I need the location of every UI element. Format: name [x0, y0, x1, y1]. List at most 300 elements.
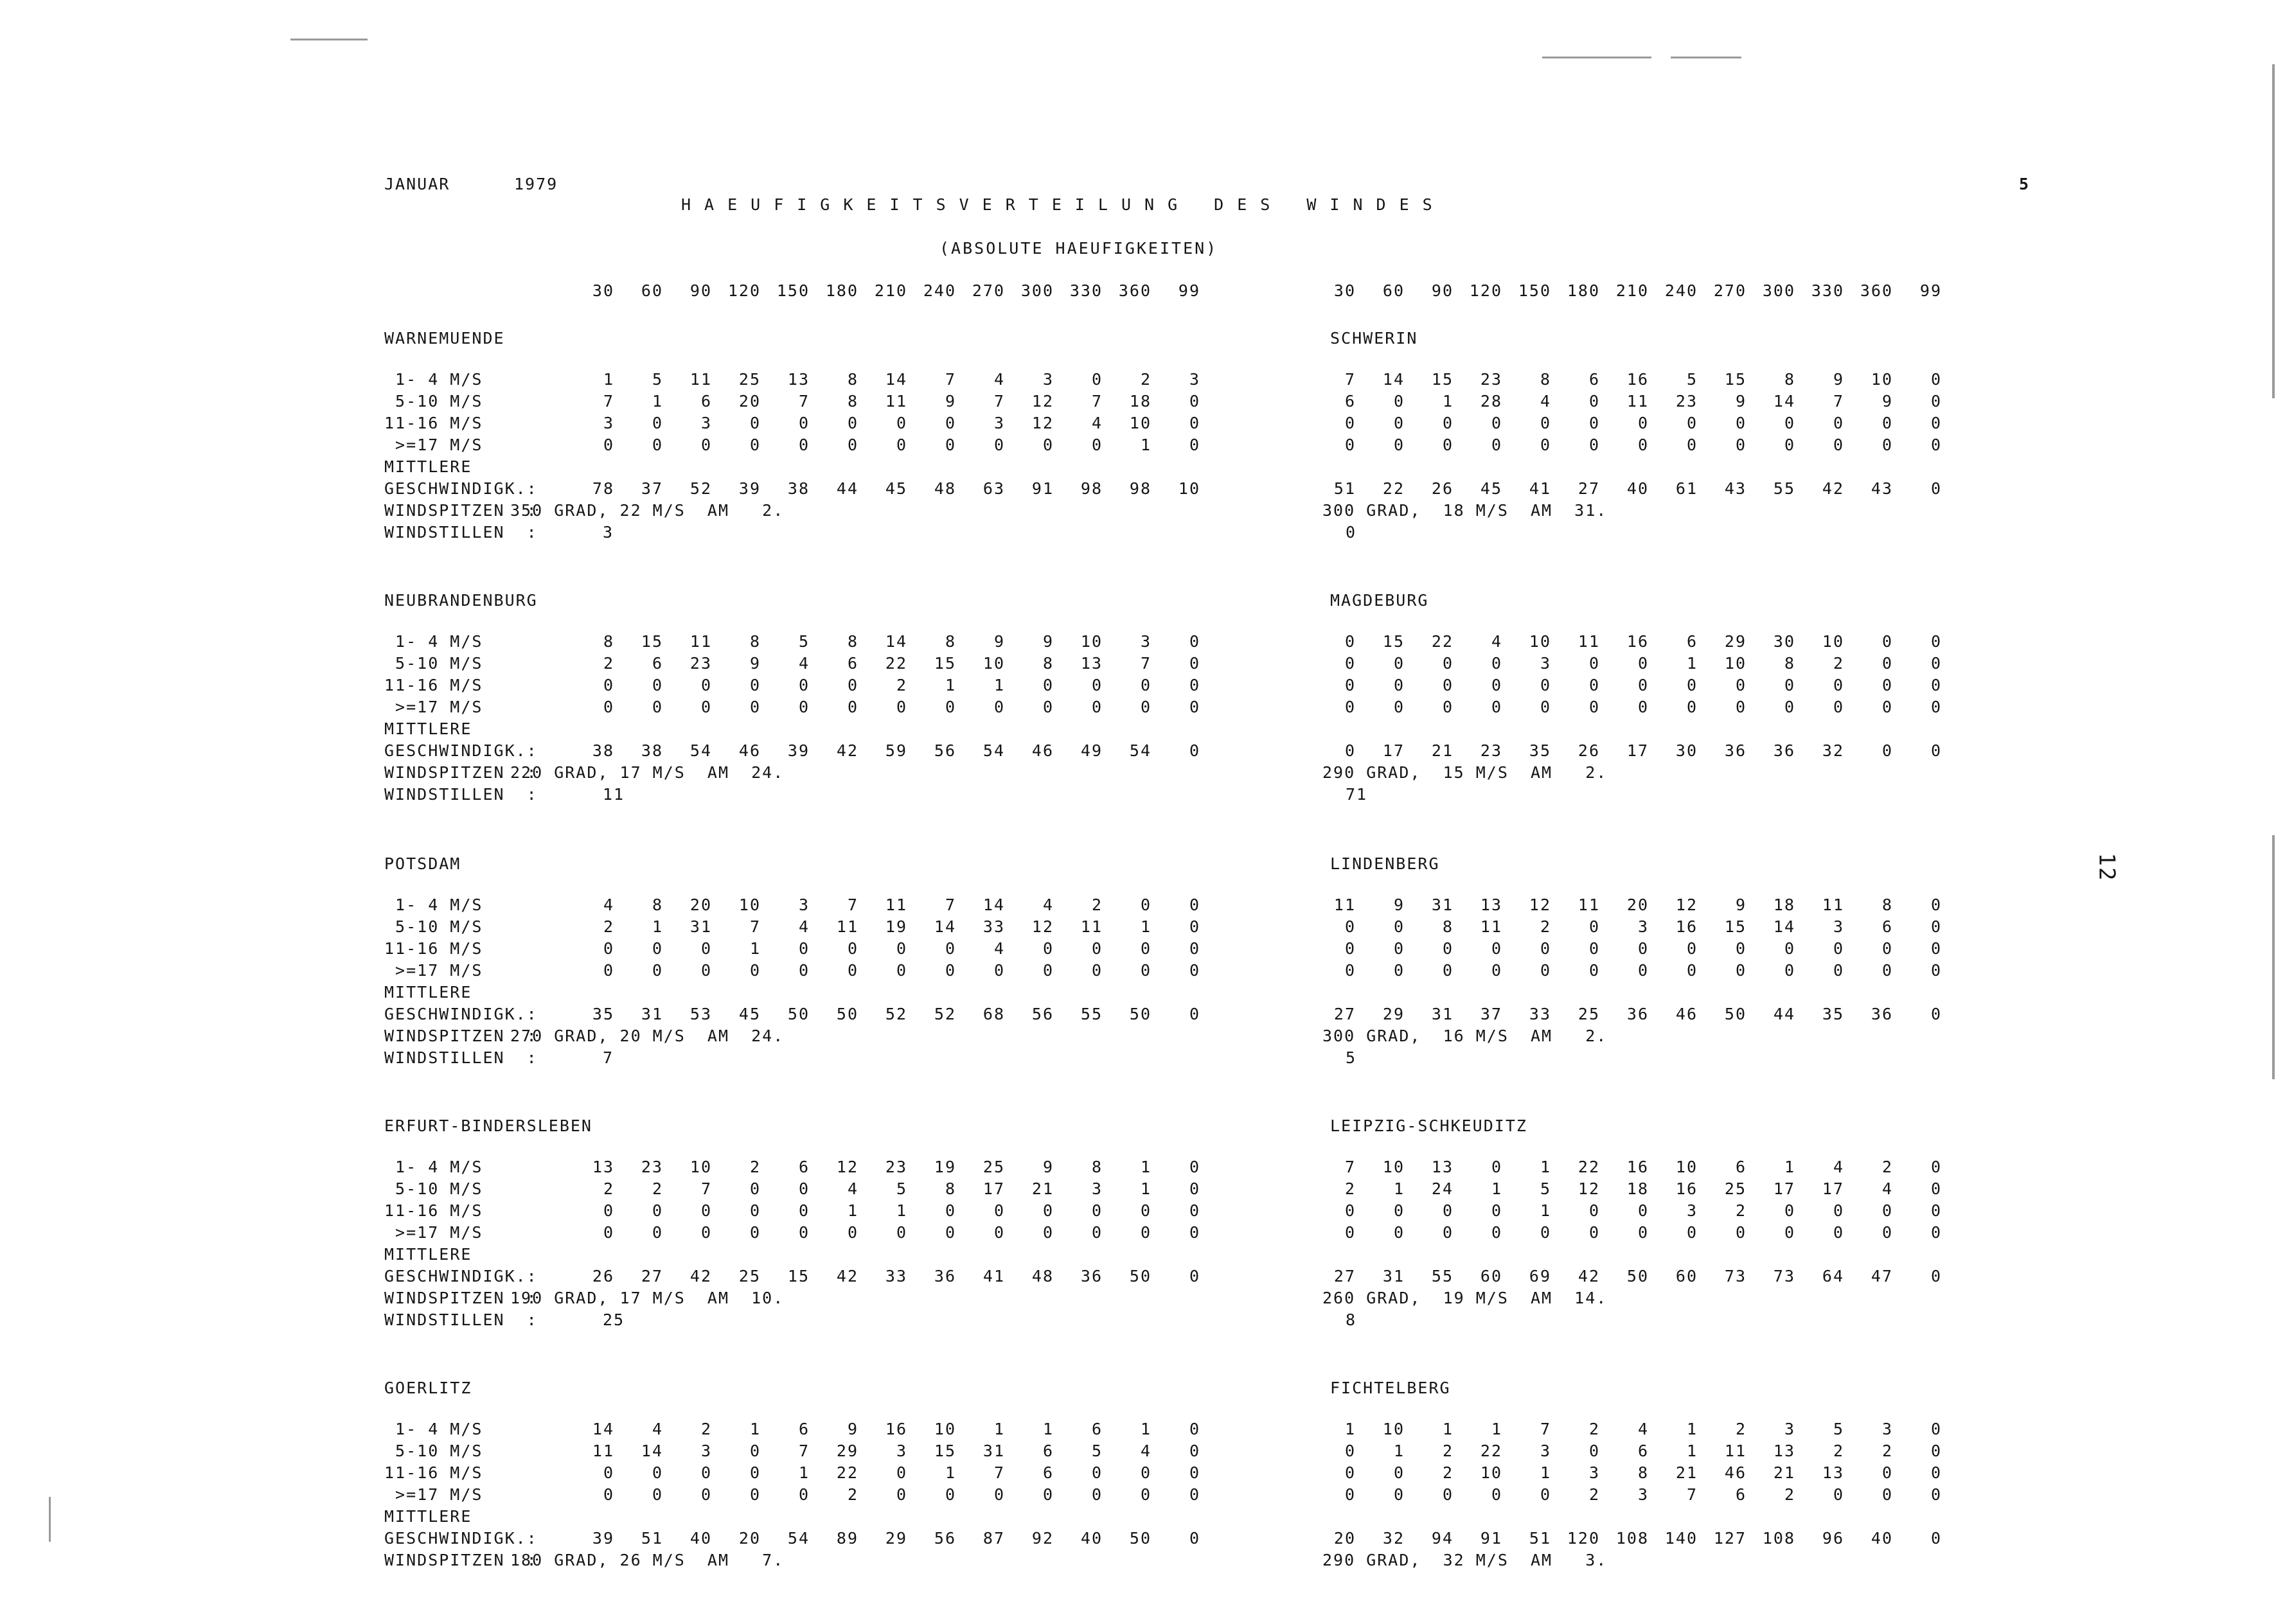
mean-speed-cell: 50: [1129, 1267, 1151, 1285]
frequency-cell: 0: [1588, 917, 1600, 936]
frequency-cell: 0: [603, 1223, 614, 1242]
mean-speed-cell: 92: [1031, 1529, 1054, 1548]
frequency-cell: 7: [1540, 1420, 1551, 1438]
mean-speed-cell: 56: [934, 741, 956, 760]
frequency-cell: 13: [1080, 654, 1103, 673]
frequency-cell: 0: [1189, 896, 1200, 914]
frequency-cell: 2: [1784, 1485, 1795, 1504]
mean-speed-cell: 68: [982, 1005, 1005, 1023]
frequency-cell: 15: [1724, 370, 1747, 389]
frequency-cell: 4: [603, 896, 614, 914]
mean-speed-cell: 43: [1724, 479, 1747, 498]
frequency-cell: 0: [603, 676, 614, 694]
mean-speed-cell: 127: [1713, 1529, 1747, 1548]
frequency-cell: 0: [1091, 939, 1103, 958]
frequency-cell: 7: [945, 370, 956, 389]
frequency-cell: 0: [993, 1223, 1005, 1242]
mean-speed-cell: 52: [885, 1005, 907, 1023]
frequency-cell: 0: [1091, 1201, 1103, 1220]
frequency-cell: 0: [1042, 961, 1054, 980]
frequency-cell: 0: [945, 414, 956, 432]
peak-wind-text: 300 GRAD, 16 M/S AM 2.: [1322, 1027, 1608, 1045]
frequency-row: [565, 939, 1200, 958]
mean-speed-row: [1307, 1267, 1942, 1285]
mean-speed-cell: 108: [1762, 1529, 1795, 1548]
frequency-cell: 2: [1735, 1201, 1747, 1220]
row-label: 5-10 M/S: [384, 392, 483, 410]
mean-speed-cell: 25: [738, 1267, 761, 1285]
frequency-cell: 0: [1540, 939, 1551, 958]
frequency-cell: 0: [798, 1223, 810, 1242]
frequency-cell: 0: [1588, 939, 1600, 958]
frequency-cell: 0: [1042, 436, 1054, 454]
frequency-cell: 18: [1773, 896, 1795, 914]
frequency-cell: 0: [1930, 939, 1942, 958]
mean-speed-cell: 39: [592, 1529, 614, 1548]
frequency-cell: 3: [1784, 1420, 1795, 1438]
station-block: [384, 1116, 1284, 1328]
direction-270: 270: [972, 281, 1005, 300]
frequency-cell: 0: [1344, 436, 1356, 454]
frequency-row: [565, 961, 1200, 980]
mean-speed-cell: 51: [1529, 1529, 1551, 1548]
frequency-cell: 0: [603, 1485, 614, 1504]
mean-speed-cell: 36: [1871, 1005, 1893, 1023]
row-label: 1- 4 M/S: [384, 1158, 483, 1176]
direction-90: 90: [1431, 281, 1454, 300]
frequency-cell: 0: [652, 1485, 663, 1504]
frequency-cell: 0: [1686, 939, 1698, 958]
mean-speed-cell: 10: [1178, 479, 1200, 498]
frequency-cell: 0: [1491, 1158, 1502, 1176]
frequency-cell: 17: [1822, 1179, 1844, 1198]
frequency-cell: 0: [603, 961, 614, 980]
frequency-cell: 14: [1382, 370, 1405, 389]
mean-speed-cell: 39: [787, 741, 810, 760]
report-subtitle: (ABSOLUTE HAEUFIGKEITEN): [939, 239, 1218, 258]
frequency-cell: 0: [896, 698, 907, 716]
frequency-cell: 4: [798, 654, 810, 673]
frequency-cell: 9: [1833, 370, 1844, 389]
frequency-cell: 0: [1930, 1442, 1942, 1460]
frequency-cell: 1: [1140, 1179, 1151, 1198]
frequency-cell: 0: [1140, 1463, 1151, 1482]
frequency-cell: 0: [1491, 1201, 1502, 1220]
frequency-cell: 0: [1588, 676, 1600, 694]
frequency-cell: 16: [1626, 370, 1649, 389]
frequency-cell: 0: [1189, 961, 1200, 980]
frequency-cell: 12: [1529, 896, 1551, 914]
frequency-cell: 7: [700, 1179, 712, 1198]
mean-speed-cell: 61: [1675, 479, 1698, 498]
frequency-cell: 5: [1540, 1179, 1551, 1198]
mean-speed-row: [1307, 1005, 1942, 1023]
frequency-cell: 23: [641, 1158, 663, 1176]
frequency-cell: 13: [1773, 1442, 1795, 1460]
frequency-cell: 3: [700, 1442, 712, 1460]
frequency-row: [565, 698, 1200, 716]
peak-wind-text: 300 GRAD, 18 M/S AM 31.: [1322, 501, 1608, 520]
frequency-cell: 8: [847, 370, 858, 389]
mean-speed-cell: 22: [1382, 479, 1405, 498]
frequency-row: [565, 917, 1200, 936]
frequency-cell: 0: [1091, 436, 1103, 454]
station-name: WARNEMUENDE: [384, 329, 505, 348]
row-label: 5-10 M/S: [384, 654, 483, 673]
frequency-cell: 30: [1773, 632, 1795, 651]
frequency-cell: 1: [1491, 1420, 1502, 1438]
frequency-cell: 3: [700, 414, 712, 432]
frequency-cell: 0: [1091, 961, 1103, 980]
frequency-cell: 2: [896, 676, 907, 694]
frequency-cell: 13: [1431, 1158, 1454, 1176]
side-margin-number: 12: [2094, 852, 2120, 882]
frequency-cell: 14: [592, 1420, 614, 1438]
frequency-cell: 0: [1637, 698, 1649, 716]
mean-speed-cell: 47: [1871, 1267, 1893, 1285]
row-label-geschw: GESCHWINDIGK.:: [384, 1267, 538, 1285]
frequency-cell: 0: [945, 436, 956, 454]
frequency-cell: 6: [1042, 1463, 1054, 1482]
frequency-cell: 0: [1637, 414, 1649, 432]
frequency-cell: 2: [1881, 1158, 1893, 1176]
frequency-cell: 0: [1393, 414, 1405, 432]
mean-speed-cell: 52: [689, 479, 712, 498]
frequency-cell: 2: [1735, 1420, 1747, 1438]
frequency-cell: 0: [603, 1201, 614, 1220]
frequency-cell: 0: [1881, 1223, 1893, 1242]
frequency-cell: 0: [1344, 1201, 1356, 1220]
frequency-cell: 0: [1042, 939, 1054, 958]
frequency-cell: 0: [1833, 1485, 1844, 1504]
frequency-cell: 1: [1344, 1420, 1356, 1438]
frequency-cell: 2: [652, 1179, 663, 1198]
frequency-cell: 1: [1491, 1179, 1502, 1198]
mean-speed-cell: 26: [592, 1267, 614, 1285]
frequency-row: [565, 896, 1200, 914]
calm-count: 5: [1346, 1048, 1357, 1067]
row-label: 1- 4 M/S: [384, 896, 483, 914]
frequency-cell: 0: [993, 698, 1005, 716]
direction-120: 120: [727, 281, 761, 300]
row-label-geschw: GESCHWINDIGK.:: [384, 1529, 538, 1548]
direction-240: 240: [1664, 281, 1698, 300]
frequency-cell: 12: [1031, 917, 1054, 936]
frequency-cell: 3: [993, 414, 1005, 432]
frequency-cell: 1: [1393, 1179, 1405, 1198]
frequency-cell: 0: [1588, 414, 1600, 432]
frequency-cell: 16: [885, 1420, 907, 1438]
frequency-row: [565, 414, 1200, 432]
frequency-cell: 7: [993, 392, 1005, 410]
frequency-cell: 6: [847, 654, 858, 673]
frequency-cell: 1: [1540, 1158, 1551, 1176]
station-block: [384, 329, 1284, 541]
frequency-cell: 6: [798, 1420, 810, 1438]
frequency-cell: 0: [603, 1463, 614, 1482]
mean-speed-cell: 0: [1930, 1267, 1942, 1285]
frequency-cell: 0: [749, 961, 761, 980]
frequency-cell: 0: [945, 698, 956, 716]
frequency-cell: 1: [1540, 1463, 1551, 1482]
station-block: [1322, 1379, 2230, 1591]
frequency-cell: 11: [689, 370, 712, 389]
frequency-cell: 0: [1881, 632, 1893, 651]
frequency-cell: 0: [749, 414, 761, 432]
row-label: >=17 M/S: [384, 1223, 483, 1242]
frequency-cell: 11: [1578, 632, 1600, 651]
frequency-cell: 0: [1735, 939, 1747, 958]
frequency-cell: 3: [896, 1442, 907, 1460]
frequency-cell: 0: [1189, 392, 1200, 410]
mean-speed-cell: 37: [1480, 1005, 1502, 1023]
mean-speed-cell: 49: [1080, 741, 1103, 760]
frequency-row: [1307, 939, 1942, 958]
frequency-cell: 0: [1637, 1223, 1649, 1242]
row-label: 11-16 M/S: [384, 1201, 483, 1220]
station-name: MAGDEBURG: [1330, 591, 1429, 610]
frequency-cell: 0: [1930, 654, 1942, 673]
frequency-cell: 11: [1626, 392, 1649, 410]
frequency-cell: 13: [592, 1158, 614, 1176]
direction-90: 90: [689, 281, 712, 300]
frequency-cell: 0: [1140, 698, 1151, 716]
frequency-cell: 6: [652, 654, 663, 673]
frequency-cell: 11: [1333, 896, 1356, 914]
frequency-row: [1307, 1442, 1942, 1460]
row-label-windspitzen: WINDSPITZEN :: [384, 763, 538, 782]
frequency-cell: 0: [896, 436, 907, 454]
frequency-cell: 0: [1540, 698, 1551, 716]
frequency-cell: 0: [1042, 698, 1054, 716]
frequency-cell: 0: [1833, 414, 1844, 432]
frequency-cell: 8: [847, 632, 858, 651]
frequency-cell: 31: [689, 917, 712, 936]
frequency-cell: 23: [1675, 392, 1698, 410]
frequency-cell: 9: [1735, 896, 1747, 914]
report-year: 1979: [514, 175, 558, 193]
frequency-cell: 14: [982, 896, 1005, 914]
frequency-cell: 11: [885, 896, 907, 914]
frequency-cell: 7: [945, 896, 956, 914]
frequency-cell: 10: [1480, 1463, 1502, 1482]
frequency-cell: 0: [1042, 1201, 1054, 1220]
frequency-cell: 1: [603, 370, 614, 389]
frequency-cell: 6: [1735, 1158, 1747, 1176]
frequency-cell: 3: [1189, 370, 1200, 389]
frequency-cell: 0: [798, 1179, 810, 1198]
frequency-cell: 20: [689, 896, 712, 914]
frequency-cell: 4: [1042, 896, 1054, 914]
frequency-cell: 0: [1344, 632, 1356, 651]
row-label: 1- 4 M/S: [384, 632, 483, 651]
frequency-cell: 11: [836, 917, 858, 936]
frequency-row: [1307, 436, 1942, 454]
mean-speed-cell: 63: [982, 479, 1005, 498]
frequency-cell: 15: [934, 654, 956, 673]
frequency-cell: 1: [896, 1201, 907, 1220]
mean-speed-row: [1307, 479, 1942, 498]
frequency-cell: 11: [1480, 917, 1502, 936]
frequency-cell: 0: [1393, 698, 1405, 716]
scan-mark: [49, 1497, 51, 1542]
mean-speed-cell: 42: [1578, 1267, 1600, 1285]
direction-300: 300: [1020, 281, 1054, 300]
frequency-cell: 29: [836, 1442, 858, 1460]
frequency-cell: 0: [700, 1223, 712, 1242]
frequency-cell: 1: [1393, 1442, 1405, 1460]
direction-180: 180: [825, 281, 858, 300]
report-title: HAEUFIGKEITSVERTEILUNG DES WINDES: [681, 195, 1446, 214]
page-number: 5: [2019, 175, 2031, 193]
row-label-mittlere: MITTLERE: [384, 719, 472, 738]
frequency-cell: 2: [603, 917, 614, 936]
frequency-row: [565, 1201, 1200, 1220]
mean-speed-cell: 0: [1189, 1005, 1200, 1023]
frequency-cell: 0: [945, 1485, 956, 1504]
frequency-cell: 0: [798, 414, 810, 432]
frequency-cell: 0: [798, 676, 810, 694]
row-label: 1- 4 M/S: [384, 370, 483, 389]
frequency-row: [1307, 1179, 1942, 1198]
row-label: 5-10 M/S: [384, 917, 483, 936]
frequency-cell: 0: [1735, 436, 1747, 454]
frequency-cell: 31: [1431, 896, 1454, 914]
frequency-cell: 0: [896, 1463, 907, 1482]
frequency-cell: 0: [1540, 1223, 1551, 1242]
frequency-cell: 0: [700, 1463, 712, 1482]
frequency-cell: 15: [641, 632, 663, 651]
frequency-cell: 0: [1735, 961, 1747, 980]
peak-wind-text: 180 GRAD, 26 M/S AM 7.: [510, 1551, 785, 1569]
mean-speed-cell: 54: [982, 741, 1005, 760]
frequency-cell: 12: [1031, 392, 1054, 410]
frequency-cell: 0: [1784, 676, 1795, 694]
frequency-cell: 10: [1529, 632, 1551, 651]
frequency-cell: 4: [798, 917, 810, 936]
mean-speed-cell: 45: [1480, 479, 1502, 498]
row-label-windspitzen: WINDSPITZEN :: [384, 1027, 538, 1045]
frequency-cell: 0: [1588, 961, 1600, 980]
frequency-cell: 7: [1140, 654, 1151, 673]
frequency-cell: 3: [1091, 1179, 1103, 1198]
frequency-cell: 4: [1881, 1179, 1893, 1198]
frequency-cell: 1: [1686, 654, 1698, 673]
frequency-cell: 11: [1724, 1442, 1747, 1460]
frequency-cell: 0: [1189, 632, 1200, 651]
frequency-cell: 0: [1140, 939, 1151, 958]
frequency-row: [1307, 654, 1942, 673]
mean-speed-cell: 31: [1431, 1005, 1454, 1023]
mean-speed-cell: 37: [641, 479, 663, 498]
frequency-cell: 0: [1930, 698, 1942, 716]
mean-speed-cell: 27: [1333, 1267, 1356, 1285]
mean-speed-cell: 17: [1382, 741, 1405, 760]
frequency-cell: 0: [1881, 939, 1893, 958]
frequency-cell: 0: [1091, 676, 1103, 694]
row-label: 11-16 M/S: [384, 676, 483, 694]
frequency-cell: 0: [847, 414, 858, 432]
frequency-cell: 25: [1724, 1179, 1747, 1198]
frequency-cell: 0: [1930, 1201, 1942, 1220]
mean-speed-cell: 60: [1675, 1267, 1698, 1285]
mean-speed-cell: 56: [1031, 1005, 1054, 1023]
row-label-geschw: GESCHWINDIGK.:: [384, 479, 538, 498]
frequency-cell: 10: [1080, 632, 1103, 651]
frequency-cell: 0: [1735, 1223, 1747, 1242]
frequency-cell: 1: [1140, 917, 1151, 936]
frequency-row: [1307, 698, 1942, 716]
mean-speed-row: [565, 1267, 1200, 1285]
frequency-cell: 0: [1189, 917, 1200, 936]
frequency-cell: 10: [1822, 632, 1844, 651]
mean-speed-cell: 32: [1382, 1529, 1405, 1548]
frequency-cell: 0: [993, 436, 1005, 454]
mean-speed-cell: 0: [1344, 741, 1356, 760]
frequency-cell: 0: [1637, 939, 1649, 958]
frequency-cell: 9: [1735, 392, 1747, 410]
frequency-cell: 0: [700, 939, 712, 958]
frequency-cell: 0: [993, 961, 1005, 980]
frequency-row: [565, 1463, 1200, 1482]
frequency-cell: 6: [1881, 917, 1893, 936]
mean-speed-cell: 98: [1080, 479, 1103, 498]
frequency-cell: 0: [1189, 1463, 1200, 1482]
frequency-cell: 6: [1091, 1420, 1103, 1438]
frequency-cell: 0: [1930, 917, 1942, 936]
frequency-cell: 11: [885, 392, 907, 410]
mean-speed-cell: 41: [982, 1267, 1005, 1285]
frequency-cell: 1: [1442, 1420, 1454, 1438]
frequency-cell: 21: [1031, 1179, 1054, 1198]
station-name: FICHTELBERG: [1330, 1379, 1451, 1397]
mean-speed-cell: 91: [1480, 1529, 1502, 1548]
frequency-row: [1307, 1158, 1942, 1176]
row-label-mittlere: MITTLERE: [384, 983, 472, 1002]
mean-speed-row: [1307, 741, 1942, 760]
frequency-cell: 0: [1091, 698, 1103, 716]
frequency-cell: 16: [1675, 917, 1698, 936]
station-block: [384, 1379, 1284, 1591]
frequency-cell: 7: [1344, 370, 1356, 389]
frequency-cell: 0: [798, 1201, 810, 1220]
mean-speed-cell: 54: [1129, 741, 1151, 760]
frequency-cell: 0: [1881, 1201, 1893, 1220]
mean-speed-cell: 73: [1724, 1267, 1747, 1285]
frequency-cell: 0: [1393, 1201, 1405, 1220]
frequency-cell: 25: [738, 370, 761, 389]
frequency-cell: 0: [1930, 1463, 1942, 1482]
frequency-cell: 0: [1784, 698, 1795, 716]
frequency-cell: 17: [1773, 1179, 1795, 1198]
frequency-cell: 7: [603, 392, 614, 410]
frequency-cell: 0: [1588, 436, 1600, 454]
frequency-cell: 0: [1344, 676, 1356, 694]
frequency-cell: 10: [1382, 1158, 1405, 1176]
mean-speed-cell: 51: [1333, 479, 1356, 498]
frequency-cell: 0: [1637, 961, 1649, 980]
mean-speed-cell: 120: [1567, 1529, 1600, 1548]
mean-speed-cell: 50: [1626, 1267, 1649, 1285]
frequency-cell: 15: [1724, 917, 1747, 936]
mean-speed-cell: 36: [1773, 741, 1795, 760]
mean-speed-cell: 140: [1664, 1529, 1698, 1548]
frequency-cell: 21: [1773, 1463, 1795, 1482]
frequency-cell: 7: [1091, 392, 1103, 410]
frequency-cell: 12: [836, 1158, 858, 1176]
frequency-cell: 0: [1784, 939, 1795, 958]
frequency-cell: 2: [1833, 654, 1844, 673]
